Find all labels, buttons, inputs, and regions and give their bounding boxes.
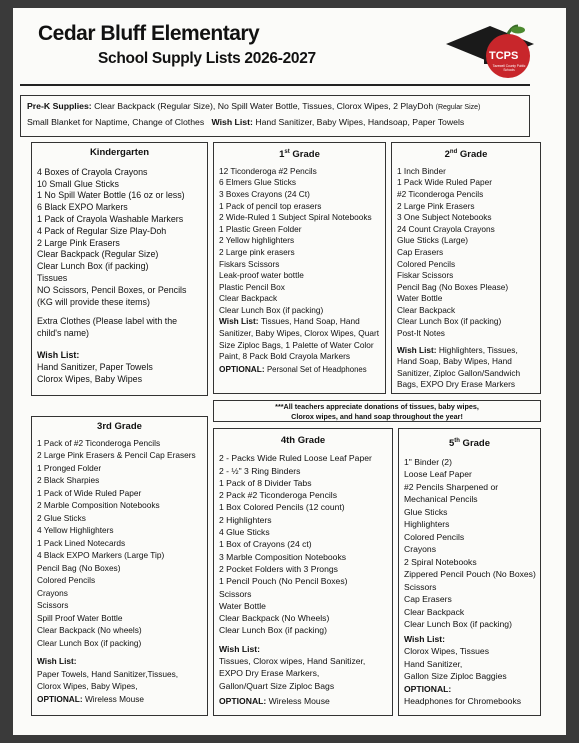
- list-item: Water Bottle: [219, 600, 266, 611]
- list-item: Post-It Notes: [397, 328, 445, 339]
- list-item: 1" Binder (2): [404, 456, 452, 467]
- second-wish-label: Wish List:: [397, 344, 437, 355]
- list-item: Pencil Bag (No Boxes): [37, 562, 121, 573]
- list-item: Clear Lunch Box (if packing): [397, 316, 502, 327]
- fourth-wish-label: Wish List:: [219, 643, 260, 654]
- list-item: Cap Erasers: [404, 594, 452, 605]
- prek-text-2: Small Blanket for Naptime, Change of Clothes: [27, 117, 205, 127]
- list-item: Tissues: [37, 272, 68, 283]
- prek-text-size: (Regular Size): [435, 104, 481, 111]
- prek-box: [20, 95, 530, 137]
- list-item: Clear Lunch Box (if packing): [37, 261, 149, 272]
- list-item: Leak-proof water bottle: [219, 270, 304, 281]
- list-item: NO Scissors, Pencil Boxes, or Pencils: [37, 284, 187, 295]
- list-item: 4 Yellow Highlighters: [37, 525, 114, 535]
- list-item: Clear Backpack: [397, 304, 456, 315]
- list-item: 1 Pack of 8 Divider Tabs: [219, 477, 312, 488]
- list-item: Glue Sticks: [404, 506, 448, 517]
- list-item: Extra Clothes (Please label with the: [37, 316, 178, 327]
- list-item: 6 Elmers Glue Sticks: [219, 177, 296, 188]
- list-item: 1 Pack of pencil top erasers: [219, 200, 322, 211]
- list-item: 2 Wide-Ruled 1 Subject Spiral Notebooks: [219, 212, 372, 223]
- list-item: 24 Count Crayola Crayons: [397, 223, 495, 234]
- prek-text: Clear Backpack (Regular Size), No Spill Water Bottle, Tissues, Clorox Wipes, 2 PlayDoh: [94, 101, 434, 111]
- logo-text: TCPS: [489, 50, 519, 62]
- list-item: 1 Box of Crayons (24 ct): [219, 539, 312, 550]
- wish-list-item: Tissues, Hand Soap, Hand: [260, 316, 360, 327]
- first-grade-title: 1st Grade: [279, 149, 320, 161]
- list-item: Clear Lunch Box (if packing): [219, 304, 324, 315]
- fourth-grade-box: [213, 428, 393, 716]
- list-item: 2 Large pink erasers: [219, 246, 295, 257]
- list-item: 2 - ½" 3 Ring Binders: [219, 465, 301, 476]
- prek-wish-text: Hand Sanitizer, Baby Wipes, Handsoap, Paper Towels: [255, 117, 465, 127]
- list-item: (KG will provide these items): [37, 296, 150, 307]
- list-item: 2 Yellow highlighters: [219, 235, 295, 246]
- first-grade-box: [213, 142, 386, 394]
- list-item: 1 Pack of #2 Ticonderoga Pencils: [37, 437, 161, 448]
- list-item: Zippered Pencil Pouch (No Boxes): [404, 569, 536, 580]
- list-item: 2 Black Sharpies: [37, 475, 100, 485]
- wish-list-item: EXPO Dry Erase Markers,: [219, 668, 320, 679]
- second-grade-box: [391, 142, 541, 394]
- list-item: 1 Pronged Folder: [37, 462, 102, 473]
- school-title: Cedar Bluff Elementary: [38, 22, 260, 45]
- list-item: 2 - Packs Wide Ruled Loose Leaf Paper: [219, 453, 372, 464]
- list-item: 3 Marble Composition Notebooks: [219, 551, 347, 562]
- list-item: 1 Pack of Crayola Washable Markers: [37, 213, 184, 224]
- wish-list-item: Quart Size Ziploc Bags, 1 Palette of: [219, 328, 380, 350]
- list-item: Clear Backpack (No wheels): [37, 625, 142, 635]
- fifth-wish-label: Wish List:: [404, 633, 445, 644]
- donations-note: [213, 400, 541, 422]
- list-item: Glue Sticks (Large): [397, 235, 469, 246]
- prek-label: Pre-K Supplies:: [27, 101, 92, 111]
- list-item: Scissors: [404, 581, 437, 592]
- list-item: 2 Large Pink Erasers: [397, 200, 475, 211]
- wish-list-item: Hand Sanitizer,: [404, 658, 463, 669]
- list-item: Cap Erasers: [397, 246, 444, 257]
- list-item: Loose Leaf Paper: [404, 469, 472, 480]
- third-grade-title: 3rd Grade: [97, 421, 142, 432]
- list-item: 4 Glue Sticks: [219, 527, 270, 538]
- first-wish-label: Wish List:: [219, 316, 259, 327]
- list-item: 10 Small Glue Sticks: [37, 178, 119, 189]
- wish-list-item: Sanitizer, Baby Wipes, Clorox Wipes,: [219, 328, 356, 339]
- second-grade-title: 2nd Grade: [444, 149, 488, 161]
- list-item: Clear Backpack: [219, 293, 278, 304]
- wish-list-item: Clorox Wipes, Baby Wipes: [37, 373, 143, 384]
- list-item: 2 Large Pink Erasers: [37, 237, 120, 248]
- list-item: 1 Inch Binder: [397, 165, 446, 176]
- kindergarten-wish-label: Wish List:: [37, 349, 80, 360]
- fifth-optional-text: Headphones for Chromebooks: [404, 696, 522, 707]
- wish-list-item: Clorox Wipes, Baby Wipes,: [37, 681, 138, 691]
- list-item: Scissors: [37, 600, 69, 610]
- list-item: Pencil Bag (No Boxes Please): [397, 281, 509, 292]
- wish-list-item: Sanitizer, Ziploc Gallon/Sandwich: [397, 367, 521, 378]
- fifth-optional-label: OPTIONAL:: [404, 683, 452, 694]
- fourth-grade-title: 4th Grade: [280, 435, 326, 446]
- list-item: 2 Pocket Folders with 3 Prongs: [219, 563, 338, 574]
- list-subtitle: School Supply Lists 2026-2027: [98, 50, 316, 67]
- kindergarten-title: Kindergarten: [89, 147, 150, 158]
- wish-list-item: Hand Sanitizer, Paper Towels: [37, 361, 153, 372]
- list-item: Clear Backpack: [404, 606, 465, 617]
- list-item: 4 Boxes of Crayola Crayons: [37, 166, 148, 177]
- fourth-optional-text: Wireless Mouse: [268, 695, 330, 706]
- list-item: Fiskar Scissors: [397, 270, 454, 281]
- fifth-grade-box: [398, 428, 541, 716]
- list-item: 3 Boxes Crayons (24 Ct): [219, 188, 310, 199]
- list-item: Highlighters: [404, 519, 450, 530]
- donations-note-line-2: Clorox wipes, and hand soap throughout the year!: [291, 412, 463, 421]
- donations-note-line-1: ***All teachers appreciate donations of tissues, baby wipes,: [275, 402, 479, 411]
- wish-list-item: Paper Towels, Hand Sanitizer,Tissues,: [37, 668, 179, 679]
- wish-list-item: Clorox Wipes, Tissues: [404, 646, 490, 657]
- list-item: 2 Spiral Notebooks: [404, 556, 477, 567]
- first-optional-text: Personal Set of Headphones: [266, 364, 367, 374]
- list-item: Spill Proof Water Bottle: [37, 612, 123, 623]
- list-item: 1 Pack of Wide Ruled Paper: [37, 487, 142, 498]
- list-item: Clear Backpack (Regular Size): [37, 249, 159, 260]
- list-item: 2 Large Pink Erasers & Pencil Cap Erasers: [37, 450, 196, 460]
- list-item: 4 Black EXPO Markers (Large Tip): [37, 550, 165, 560]
- list-item: Clear Backpack (No Wheels): [219, 613, 330, 624]
- list-item: 6 Black EXPO Markers: [37, 202, 128, 213]
- list-item: 12 Ticonderoga #2 Pencils: [219, 165, 317, 176]
- list-item: Clear Lunch Box (if packing): [404, 619, 512, 630]
- list-item: 1 Box Colored Pencils (12 count): [219, 502, 345, 513]
- list-item: Clear Lunch Box (if packing): [219, 625, 327, 636]
- list-item: #2 Ticonderoga Pencils: [397, 188, 484, 199]
- list-item: 2 Pack #2 Ticonderoga Pencils: [219, 490, 337, 501]
- list-item: Colored Pencils: [397, 258, 456, 269]
- list-item: Clear Lunch Box (if packing): [37, 637, 142, 648]
- fourth-optional-label: OPTIONAL:: [219, 695, 267, 706]
- wish-list-item: Highlighters, Tissues,: [438, 344, 518, 355]
- list-item: 1 Pack Wide Ruled Paper: [397, 177, 493, 188]
- wish-list-item: Tissues, Clorox wipes, Hand Sanitizer,: [219, 656, 366, 667]
- list-item: 2 Glue Sticks: [37, 512, 86, 523]
- wish-list-item: Gallon/Quart Size Ziploc Bags: [219, 680, 335, 691]
- list-item: Plastic Pencil Box: [219, 281, 285, 292]
- list-item: Fiskars Scissors: [219, 258, 280, 269]
- list-item: 3 One Subject Notebooks: [397, 212, 492, 223]
- prek-wish-label: Wish List:: [211, 117, 253, 127]
- list-item: 1 Pack Lined Notecards: [37, 537, 126, 548]
- logo-subtext: Tazewell County Public Schools: [492, 64, 526, 72]
- wish-list-item: Bags, EXPO Dry Erase Markers: [397, 379, 516, 390]
- list-item: child's name): [37, 328, 90, 339]
- wish-list-item: Hand Soap, Baby Wipes, Hand: [397, 356, 512, 367]
- list-item: #2 Pencils Sharpened or: [404, 481, 499, 492]
- list-item: Crayons: [404, 544, 436, 555]
- list-item: 1 Plastic Green Folder: [219, 223, 302, 234]
- list-item: 2 Highlighters: [219, 514, 272, 525]
- fifth-grade-title: 5th Grade: [448, 438, 491, 450]
- list-item: Colored Pencils: [404, 531, 465, 542]
- kindergarten-box: [31, 142, 208, 396]
- list-item: 4 Pack of Regular Size Play-Doh: [37, 225, 167, 236]
- third-wish-label: Wish List:: [37, 656, 77, 666]
- wish-list-item: Markers: [320, 351, 350, 362]
- list-item: 2 Marble Composition Notebooks: [37, 500, 160, 510]
- tcps-logo: [438, 16, 538, 88]
- list-item: Scissors: [219, 588, 252, 599]
- wish-list-item: Gallon Size Ziploc Baggies: [404, 671, 507, 682]
- list-item: Crayons: [37, 587, 68, 598]
- third-optional-label: OPTIONAL:: [37, 693, 83, 704]
- list-item: 1 Pencil Pouch (No Pencil Boxes): [219, 576, 348, 587]
- wish-list-item: Water Color Paint, 8 Pack Bold Crayola: [219, 339, 374, 362]
- list-item: Mechanical Pencils: [404, 494, 478, 505]
- list-item: Colored Pencils: [37, 575, 96, 585]
- third-optional-text: Wireless Mouse: [84, 693, 144, 704]
- list-item: Water Bottle: [397, 293, 443, 304]
- first-optional-label: OPTIONAL:: [219, 363, 265, 374]
- third-grade-box: [31, 416, 208, 716]
- list-item: 1 No Spill Water Bottle (16 oz or less): [37, 190, 185, 201]
